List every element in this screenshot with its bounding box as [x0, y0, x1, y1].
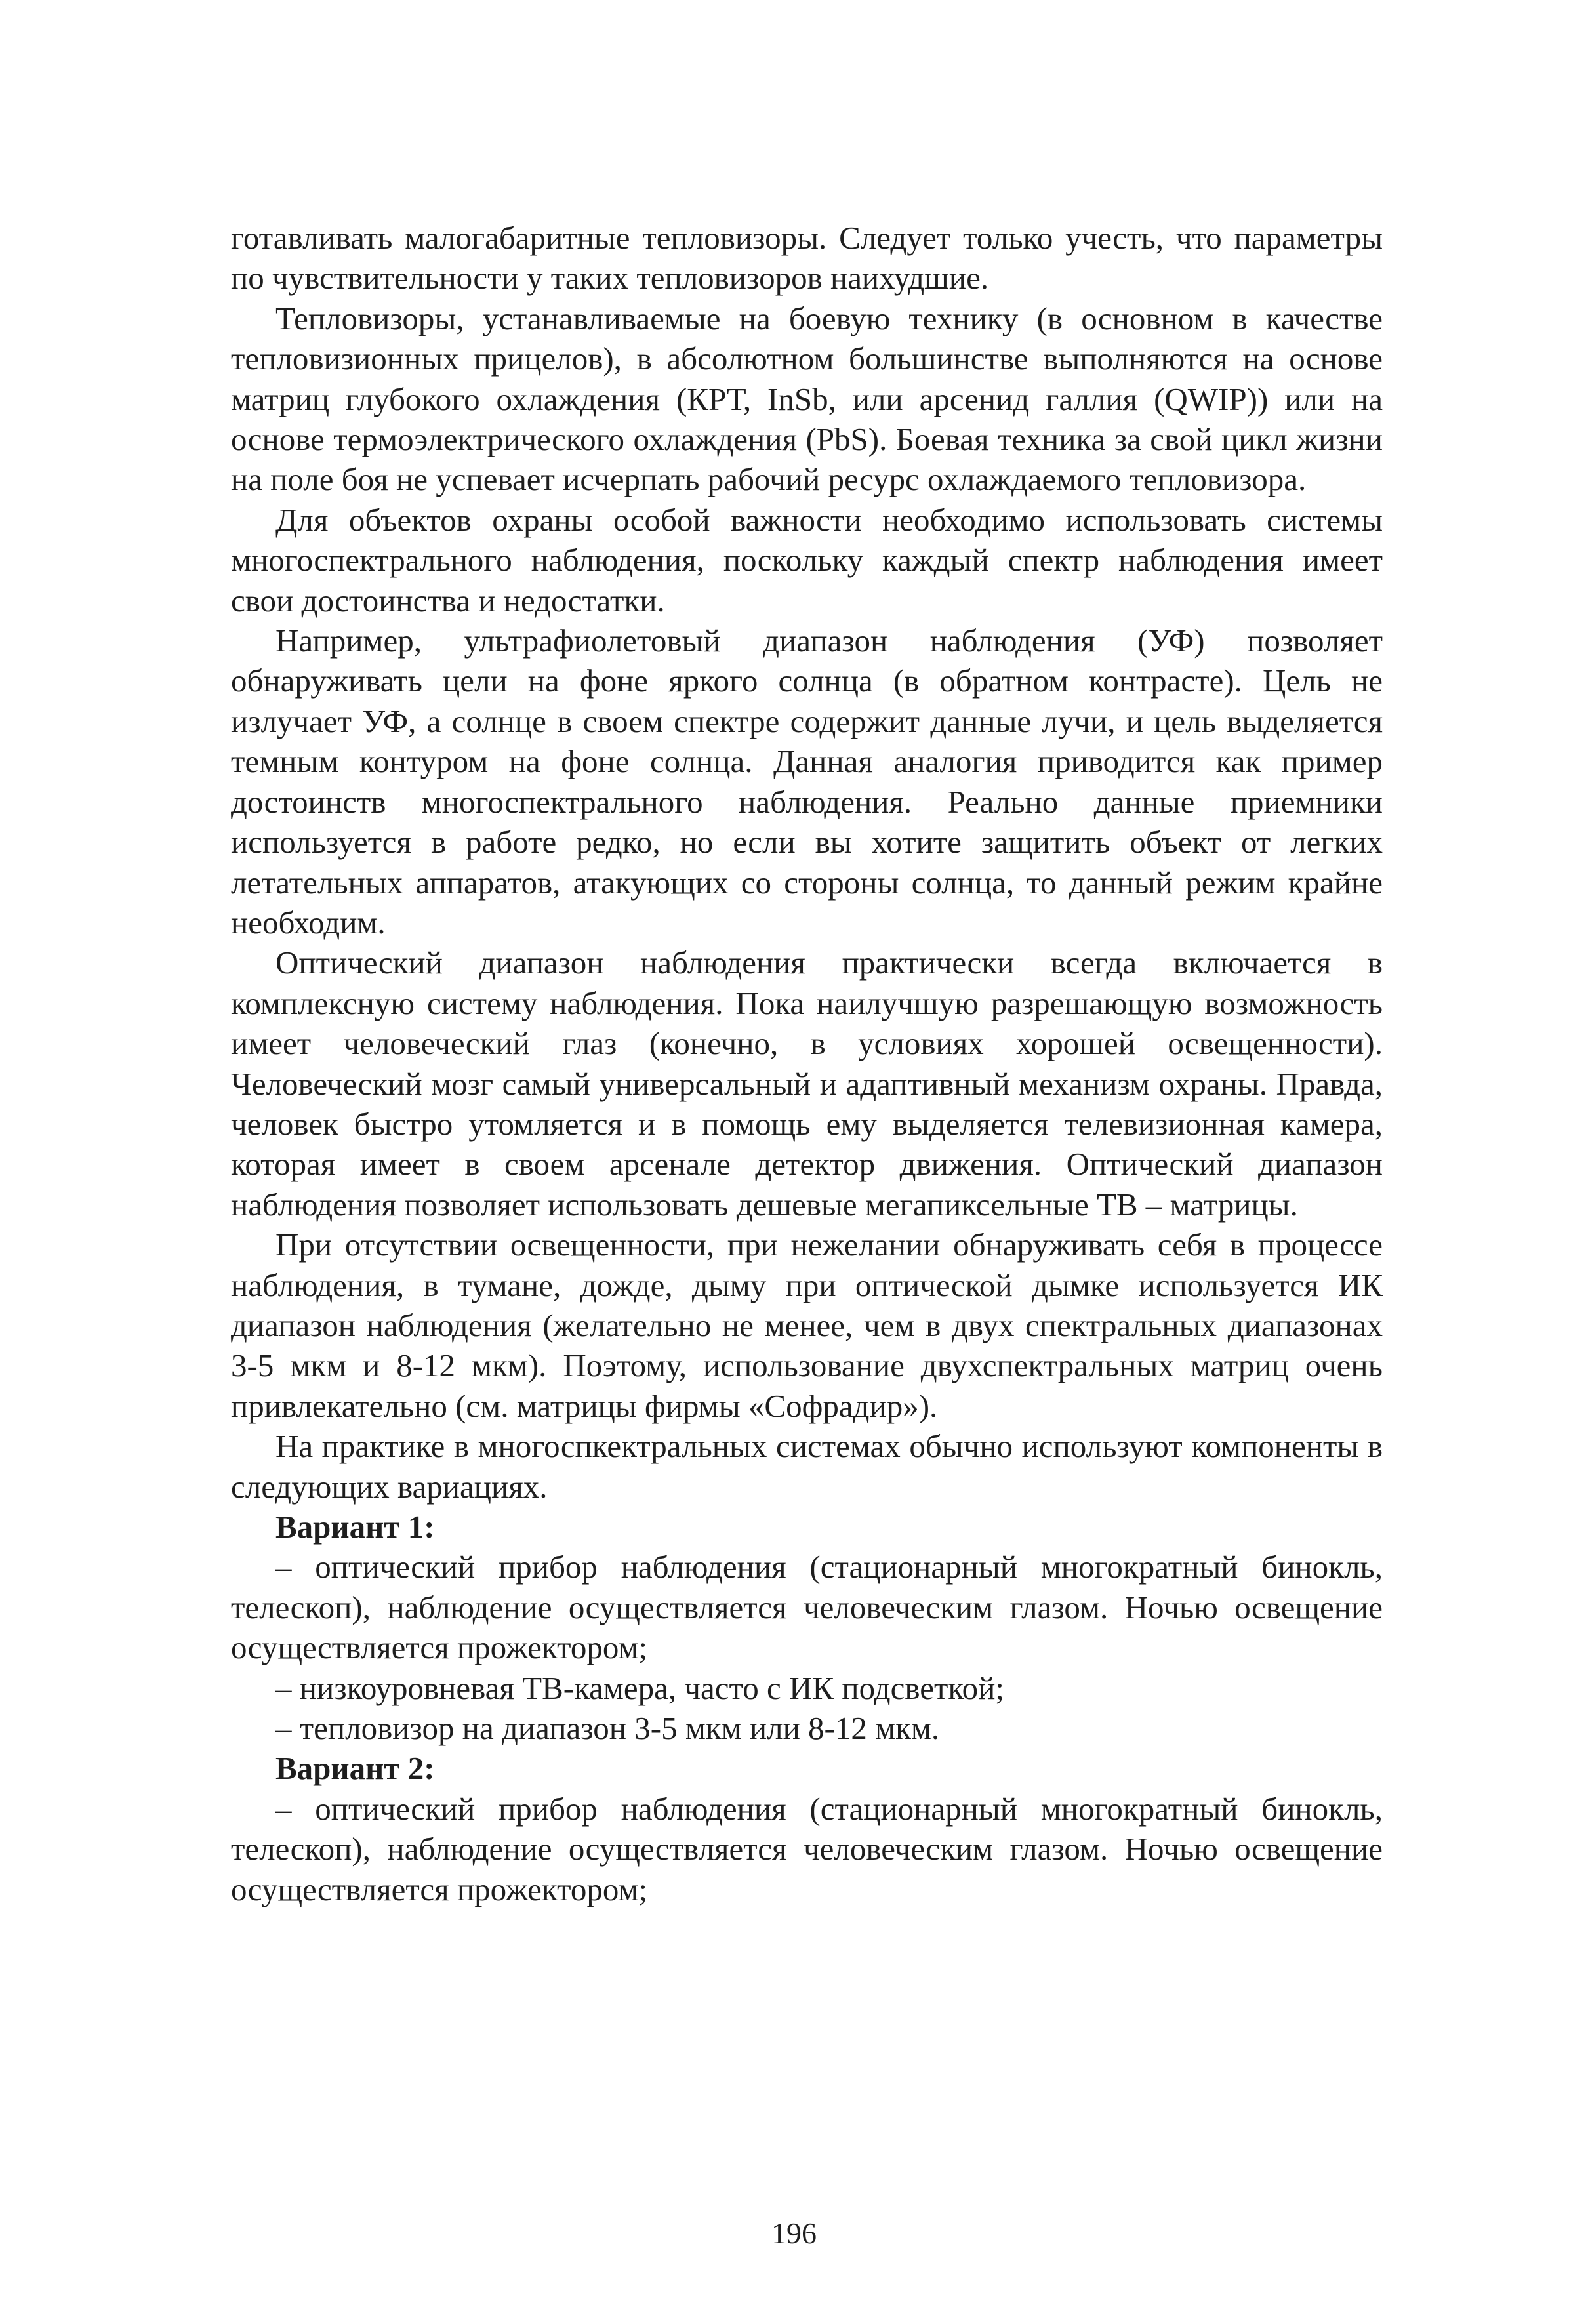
list-item-thermal-imager: – тепловизор на диапазон 3-5 мкм или 8-12 мкм. [275, 1710, 940, 1747]
paragraph-ir-range: При отсутствии освещенности, при нежелании обнаруживать себя в процессе наблюдения, в тумане, дожде, дыму при оптической дымке используется ИК диапазон наблюдения (желательно не менее, чем в двух спектральных диапазонах 3-5 мкм и 8-12 мкм). Поэтому, использование двухспектральных матриц очень привлекательно (см. матрицы фирмы «Софрадир»). [231, 1227, 1383, 1424]
paragraph-optical-range: Оптический диапазон наблюдения практически всегда включается в комплексную систему наблюдения. Пока наилучшую разрешающую возможность имеет человеческий глаз (конечно, в условиях хорошей освещенности). Человеческий мозг самый универсальный и адаптивный механизм охраны. Правда, человек быстро утомляется и в помощь ему выделяется телевизионная камера, которая имеет в своем арсенале детектор движения. Оптический диапазон наблюдения позволяет использовать дешевые мегапиксельные ТВ – матрицы. [231, 945, 1383, 1223]
page-number: 196 [771, 2216, 817, 2250]
paragraph-continuation: готавливать малогабаритные тепловизоры. Следует только учесть, что параметры по чувствительности у таких тепловизоров наихудшие. [231, 220, 1383, 296]
paragraph-practice-variations: На практике в многоспкектральных системах обычно используют компоненты в следующих вариациях. [231, 1428, 1383, 1505]
page-body [231, 218, 1383, 1909]
heading-variant-2: Вариант 2: [275, 1750, 435, 1787]
paragraph-ultraviolet-range: Например, ультрафиолетовый диапазон наблюдения (УФ) позволяет обнаруживать цели на фоне яркого солнца (в обратном контрасте). Цель не излучает УФ, а солнце в своем спектре содержит данные лучи, и цель выделяется темным контуром на фоне солнца. Данная аналогия приводится как пример достоинств многоспектрального наблюдения. Реально данные приемники используется в работе редко, но если вы хотите защитить объект от легких летательных аппаратов, атакующих со стороны солнца, то данный режим крайне необходим. [231, 622, 1383, 941]
paragraph-multispectral-systems: Для объектов охраны особой важности необходимо использовать системы многоспектрального наблюдения, поскольку каждый спектр наблюдения имеет свои достоинства и недостатки. [231, 501, 1383, 619]
heading-variant-1: Вариант 1: [275, 1509, 435, 1545]
list-item-optical-device-2: – оптический прибор наблюдения (стационарный многократный бинокль, телескоп), наблюдение осуществляется человеческим глазом. Ночью освещение осуществляется прожектором; [231, 1790, 1383, 1907]
list-item-optical-device: – оптический прибор наблюдения (стационарный многократный бинокль, телескоп), наблюдение осуществляется человеческим глазом. Ночью освещение осуществляется прожектором; [231, 1549, 1383, 1666]
list-item-tv-camera: – низкоуровневая ТВ-камера, часто с ИК подсветкой; [275, 1669, 1005, 1706]
paragraph-thermal-imagers-military: Тепловизоры, устанавливаемые на боевую технику (в основном в качестве тепловизионных прицелов), в абсолютном большинстве выполняются на основе матриц глубокого охлаждения (КРТ, InSb, или арсенид галлия (QWIP)) или на основе термоэлектрического охлаждения (PbS). Боевая техника за свой цикл жизни на поле боя не успевает исчерпать рабочий ресурс охлаждаемого тепловизора. [231, 300, 1383, 498]
